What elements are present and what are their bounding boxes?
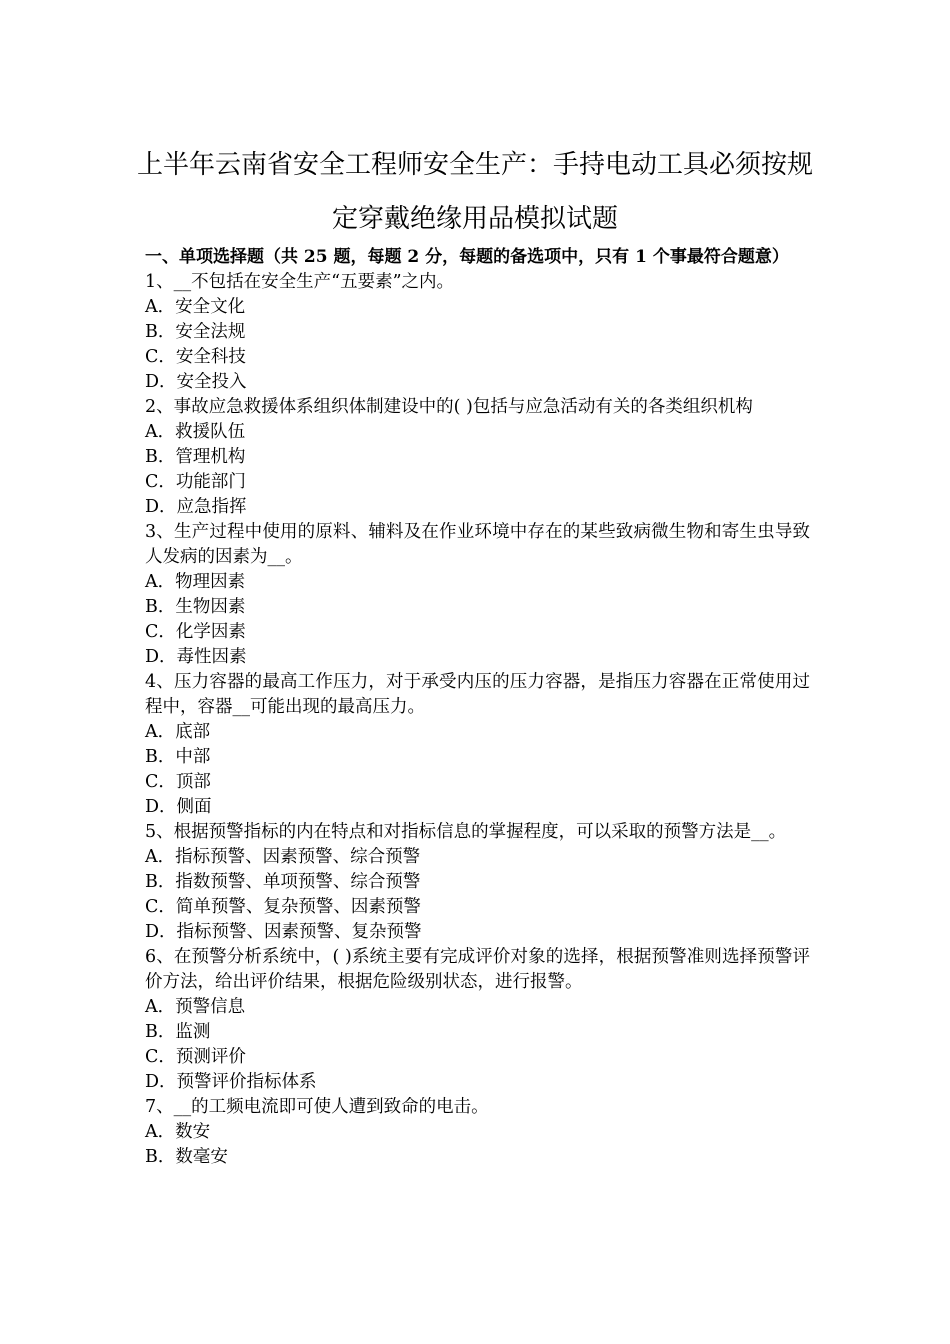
answer-option: C．功能部门 bbox=[145, 472, 246, 492]
answer-option: B．数毫安 bbox=[145, 1147, 228, 1167]
question-stem: 3、生产过程中使用的原料、辅料及在作业环境中存在的某些致病微生物和寄生虫导致人发病的因素为__。 bbox=[145, 522, 810, 567]
question-stem: 7、__的工频电流即可使人遭到致命的电击。 bbox=[145, 1097, 489, 1117]
answer-option: D．安全投入 bbox=[145, 372, 247, 392]
question-stem: 5、根据预警指标的内在特点和对指标信息的掌握程度，可以采取的预警方法是__。 bbox=[145, 822, 787, 842]
title-line-2: 定穿戴绝缘用品模拟试题 bbox=[331, 204, 618, 234]
answer-option: B．指数预警、单项预警、综合预警 bbox=[145, 872, 421, 892]
answer-option: A．数安 bbox=[145, 1122, 211, 1142]
answer-option: C．安全科技 bbox=[145, 347, 246, 367]
question-block bbox=[145, 820, 810, 945]
answer-option: B．中部 bbox=[145, 747, 211, 767]
answer-option: C．简单预警、复杂预警、因素预警 bbox=[145, 897, 421, 917]
answer-option: D．侧面 bbox=[145, 797, 212, 817]
question-block bbox=[145, 945, 810, 1095]
question-block bbox=[145, 520, 810, 670]
answer-option: C．化学因素 bbox=[145, 622, 246, 642]
answer-option: D．毒性因素 bbox=[145, 647, 247, 667]
answer-option: D．应急指挥 bbox=[145, 497, 247, 517]
answer-option: C．预测评价 bbox=[145, 1047, 246, 1067]
section-heading: 一、单项选择题（共 25 题，每题 2 分，每题的备选项中，只有 1 个事最符合题意） bbox=[145, 247, 789, 267]
question-stem: 4、压力容器的最高工作压力，对于承受内压的压力容器，是指压力容器在正常使用过程中，容器__可能出现的最高压力。 bbox=[145, 672, 810, 717]
answer-option: A．救援队伍 bbox=[145, 422, 246, 442]
answer-option: A．安全文化 bbox=[145, 297, 246, 317]
answer-option: D．预警评价指标体系 bbox=[145, 1072, 317, 1092]
question-block bbox=[145, 395, 810, 520]
question-stem: 1、__不包括在安全生产“五要素”之内。 bbox=[145, 272, 455, 292]
document-title bbox=[130, 138, 820, 246]
answer-option: D．指标预警、因素预警、复杂预警 bbox=[145, 922, 422, 942]
answer-option: C．顶部 bbox=[145, 772, 211, 792]
question-block bbox=[145, 670, 810, 820]
answer-option: A．指标预警、因素预警、综合预警 bbox=[145, 847, 421, 867]
question-block bbox=[145, 270, 810, 395]
question-stem: 2、事故应急救援体系组织体制建设中的( )包括与应急活动有关的各类组织机构 bbox=[145, 397, 753, 417]
answer-option: A．预警信息 bbox=[145, 997, 246, 1017]
answer-option: A．底部 bbox=[145, 722, 211, 742]
title-line-1: 上半年云南省安全工程师安全生产：手持电动工具必须按规 bbox=[136, 150, 813, 180]
answer-option: A．物理因素 bbox=[145, 572, 246, 592]
question-stem: 6、在预警分析系统中，( )系统主要有完成评价对象的选择，根据预警准则选择预警评价方法，给出评价结果，根据危险级别状态，进行报警。 bbox=[145, 947, 810, 992]
answer-option: B．管理机构 bbox=[145, 447, 246, 467]
answer-option: B．监测 bbox=[145, 1022, 211, 1042]
answer-option: B．生物因素 bbox=[145, 597, 246, 617]
question-block bbox=[145, 1095, 810, 1170]
answer-option: B．安全法规 bbox=[145, 322, 246, 342]
document-body bbox=[145, 245, 810, 1170]
